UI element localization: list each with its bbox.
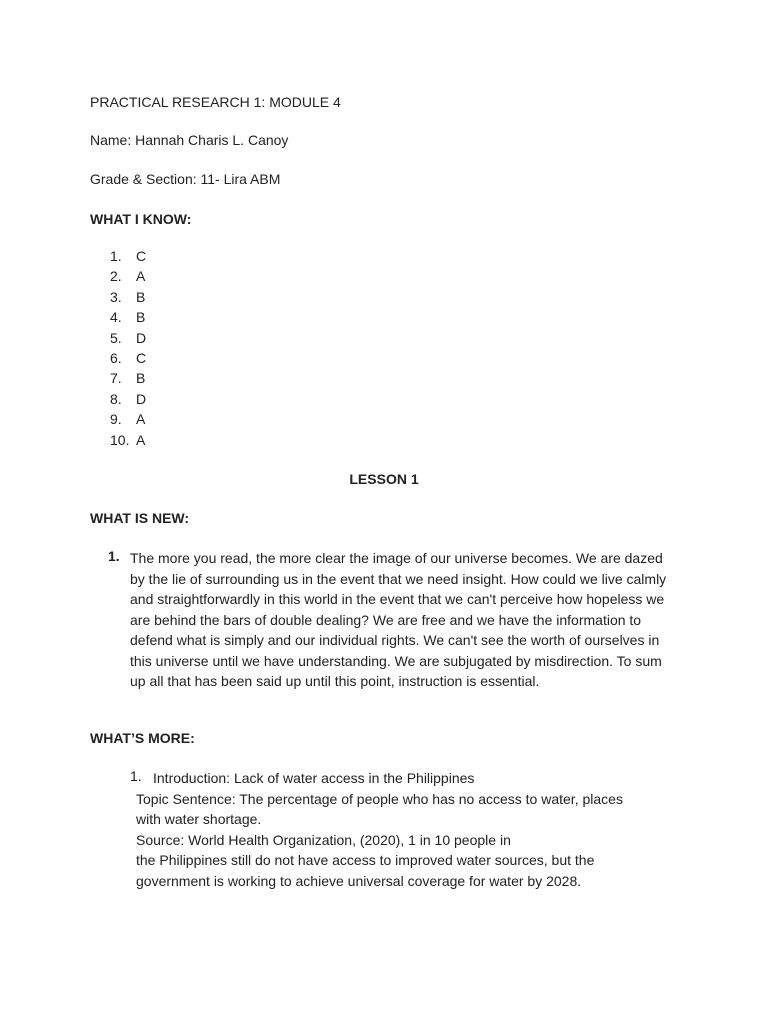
- list-item: [110, 330, 146, 350]
- grade-section: Grade & Section: 11- Lira ABM: [90, 171, 281, 187]
- what-is-new-paragraph: The more you read, the more clear the image of our universe becomes. We are dazed by the lie of surrounding us in the event that we need insight. How could we live calmly and straightforwardly in this world in the event that we can't perceive how hopeless we are behind the bars of double dealing? We are free and we have the information to defend what is simply and our individual rights. We can't see the worth of ourselves in this universe until we have understanding. We are subjugated by misdirection. To sum up all that has been said up until this point, instruction is essential.: [130, 550, 667, 689]
- answer-number: 3.: [110, 288, 122, 305]
- answer-value: B: [136, 370, 146, 387]
- answer-value: D: [136, 390, 147, 407]
- introduction-line: Introduction: Lack of water access in the Philippines: [153, 770, 475, 786]
- answer-value: C: [136, 248, 147, 264]
- answer-number: 9.: [110, 411, 122, 428]
- answer-value: D: [136, 329, 147, 346]
- list-item: [110, 432, 146, 452]
- answer-number: 5.: [110, 329, 122, 346]
- answer-value: A: [136, 431, 146, 448]
- list-item: [110, 411, 146, 431]
- topic-sentence-continued: with water shortage.: [136, 811, 262, 827]
- answer-number: 1.: [110, 248, 122, 264]
- answer-number: 6.: [110, 349, 122, 366]
- answer-number: 7.: [110, 370, 122, 387]
- answer-value: A: [136, 268, 146, 285]
- lesson-title: LESSON 1: [349, 471, 419, 487]
- list-item: [110, 350, 146, 370]
- answer-value: B: [136, 288, 146, 305]
- answer-number: 8.: [110, 390, 122, 407]
- list-item: [110, 289, 146, 309]
- source-continued-2: government is working to achieve universal coverage for water by 2028.: [136, 872, 582, 889]
- what-is-new-heading: WHAT IS NEW:: [90, 510, 190, 526]
- paragraph-number: 1.: [108, 548, 120, 564]
- whats-more-item-number: 1.: [130, 768, 142, 784]
- what-i-know-heading: WHAT I KNOW:: [90, 211, 192, 227]
- source-continued-1: the Philippines still do not have access to improved water sources, but the: [136, 852, 595, 868]
- answer-number: 4.: [110, 309, 122, 326]
- list-item: [110, 370, 146, 390]
- whats-more-heading: WHAT’S MORE:: [90, 730, 195, 746]
- list-item: [110, 248, 146, 268]
- answer-value: B: [136, 309, 146, 326]
- document-title: PRACTICAL RESEARCH 1: MODULE 4: [90, 94, 341, 110]
- topic-sentence-line: Topic Sentence: The percentage of people who has no access to water, places: [136, 790, 623, 807]
- student-name: Name: Hannah Charis L. Canoy: [90, 132, 289, 148]
- list-item: [110, 391, 146, 411]
- whats-more-item: [136, 768, 696, 891]
- answer-number: 2.: [110, 268, 122, 285]
- answer-value: C: [136, 349, 147, 366]
- answer-list: [110, 248, 146, 452]
- answer-value: A: [136, 411, 146, 428]
- list-item: [110, 268, 146, 288]
- answer-number: 10.: [110, 431, 130, 448]
- source-line: Source: World Health Organization, (2020), 1 in 10 people in: [136, 831, 511, 848]
- list-item: [110, 309, 146, 329]
